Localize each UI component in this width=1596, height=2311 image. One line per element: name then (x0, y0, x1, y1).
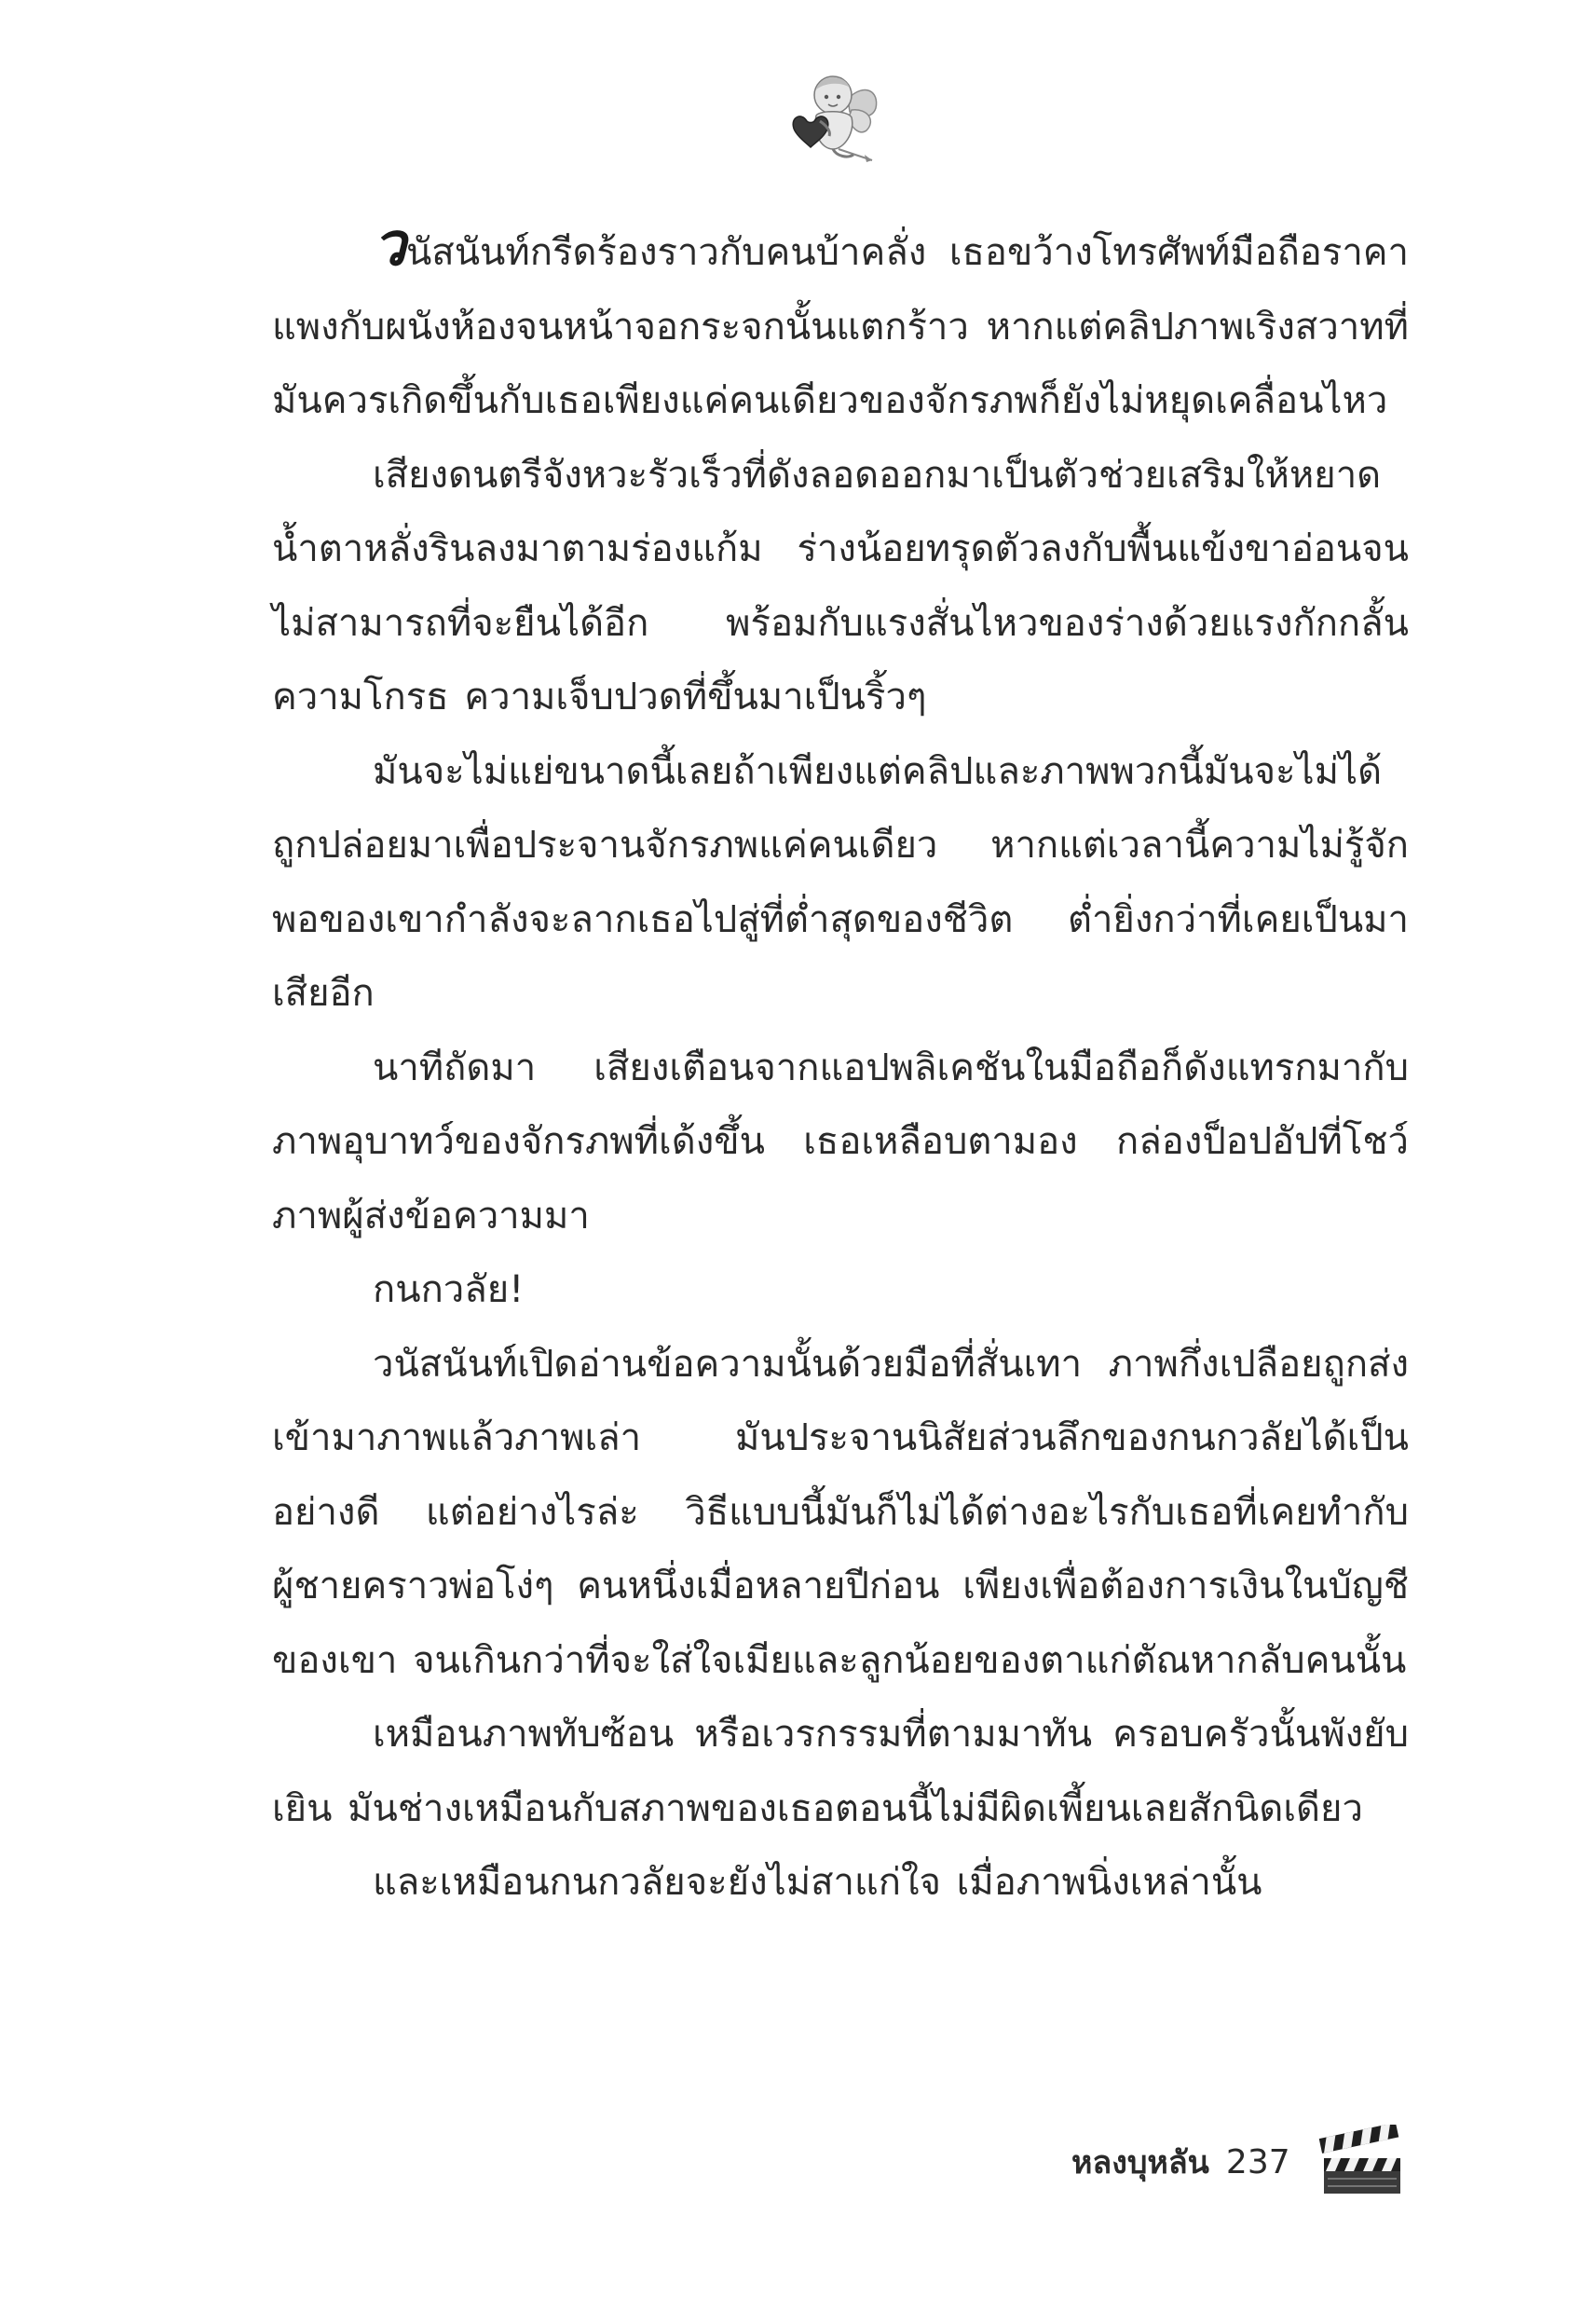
paragraph-1 (272, 211, 1409, 439)
paragraph-4: นาทีถัดมา เสียงเตือนจากแอปพลิเคชันในมือถือก็ดังแทรกมากับภาพอุบาทว์ของจักรภพที่เด้งขึ้น เธอเหลือบตามอง กล่องป็อปอัปที่โชว์ภาพผู้ส่งข้อความมา (272, 1046, 1409, 1238)
page-number: 237 (1225, 2142, 1290, 2181)
cherub-heart-icon (783, 63, 885, 166)
body-text (272, 211, 1409, 1921)
book-title: หลงบุหลัน (1071, 2144, 1209, 2181)
paragraph-8: และเหมือนกนกวลัยจะยังไม่สาแก่ใจ เมื่อภาพนิ่งเหล่านั้น (373, 1861, 1262, 1904)
paragraph-1-text: นัสนันท์กรีดร้องราวกับคนบ้าคลั่ง เธอขว้างโทรศัพท์มือถือราคาแพงกับผนังห้องจนหน้าจอกระจกนั้นแตกร้าว หากแต่คลิปภาพเริงสวาทที่มันควรเกิดขึ้นกับเธอเพียงแค่คนเดียวของจักรภพก็ยังไม่หยุดเคลื่อนไหว (272, 231, 1409, 422)
paragraph-6: วนัสนันท์เปิดอ่านข้อความนั้นด้วยมือที่สั่นเทา ภาพกึ่งเปลือยถูกส่งเข้ามาภาพแล้วภาพเล่า มันประจานนิสัยส่วนลึกของกนกวลัยได้เป็นอย่างดี แต่อย่างไรล่ะ วิธีแบบนี้มันก็ไม่ได้ต่างอะไรกับเธอที่เคยทำกับผู้ชายคราวพ่อโง่ๆ คนหนึ่งเมื่อหลายปีก่อน เพียงเพื่อต้องการเงินในบัญชีของเขา จนเกินกว่าที่จะใส่ใจเมียและลูกน้อยของตาแก่ตัณหากลับคนนั้น (272, 1342, 1409, 1682)
paragraph-5: กนกวลัย! (373, 1268, 525, 1311)
film-clapper-icon (1316, 2125, 1406, 2199)
paragraph-3: มันจะไม่แย่ขนาดนี้เลยถ้าเพียงแต่คลิปและภาพพวกนี้มันจะไม่ได้ถูกปล่อยมาเพื่อประจานจักรภพแค่คนเดียว หากแต่เวลานี้ความไม่รู้จักพอของเขากำลังจะลากเธอไปสู่ที่ต่ำสุดของชีวิต ต่ำยิ่งกว่าที่เคยเป็นมาเสียอีก (272, 749, 1409, 1015)
paragraph-7: เหมือนภาพทับซ้อน หรือเวรกรรมที่ตามมาทัน ครอบครัวนั้นพังยับเยิน มันช่างเหมือนกับสภาพของเธอตอนนี้ไม่มีผิดเพี้ยนเลยสักนิดเดียว (272, 1713, 1409, 1830)
drop-cap: ว (373, 211, 406, 280)
page-footer (1071, 2134, 1406, 2190)
paragraph-2: เสียงดนตรีจังหวะรัวเร็วที่ดังลอดออกมาเป็นตัวช่วยเสริมให้หยาดน้ำตาหลั่งรินลงมาตามร่องแก้ม ร่างน้อยทรุดตัวลงกับพื้นแข้งขาอ่อนจนไม่สามารถที่จะยืนได้อีก พร้อมกับแรงสั่นไหวของร่างด้วยแรงกักกลั้นความโกรธ ความเจ็บปวดที่ขึ้นมาเป็นริ้วๆ (272, 453, 1409, 718)
